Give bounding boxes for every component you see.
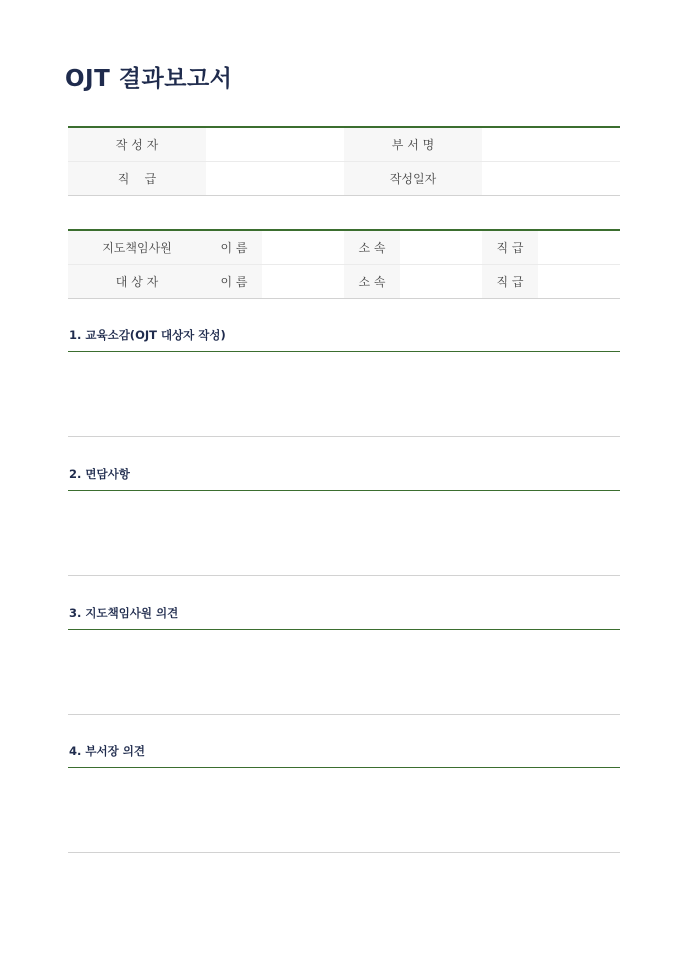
section-title-impressions: 1. 교육소감(OJT 대상자 작성)	[69, 328, 226, 342]
table-row	[68, 127, 620, 161]
manager-opinion-content-area[interactable]	[68, 768, 620, 853]
trainee-rank-label: 직 급	[482, 264, 538, 298]
department-field[interactable]	[482, 127, 620, 161]
mentor-dept-field[interactable]	[400, 230, 482, 264]
rank-label: 직 급	[68, 161, 206, 195]
interview-content-area[interactable]	[68, 491, 620, 576]
department-label: 부 서 명	[344, 127, 482, 161]
mentor-name-label: 이 름	[206, 230, 262, 264]
mentor-trainee-table	[68, 229, 620, 299]
section-title-interview: 2. 면담사항	[69, 467, 130, 481]
mentor-name-field[interactable]	[262, 230, 344, 264]
author-field[interactable]	[206, 127, 344, 161]
impressions-content-area[interactable]	[68, 352, 620, 437]
page-title: OJT 결과보고서	[65, 66, 233, 92]
section-title-mentor-opinion: 3. 지도책임사원 의견	[69, 606, 179, 620]
table-row	[68, 264, 620, 298]
trainee-dept-label: 소 속	[344, 264, 400, 298]
section-title-manager-opinion: 4. 부서장 의견	[69, 744, 145, 758]
trainee-name-field[interactable]	[262, 264, 344, 298]
trainee-role-label: 대 상 자	[68, 264, 206, 298]
author-info-table	[68, 126, 620, 196]
mentor-role-label: 지도책임사원	[68, 230, 206, 264]
trainee-dept-field[interactable]	[400, 264, 482, 298]
trainee-name-label: 이 름	[206, 264, 262, 298]
table-row	[68, 230, 620, 264]
mentor-rank-field[interactable]	[538, 230, 620, 264]
table-row	[68, 161, 620, 195]
date-field[interactable]	[482, 161, 620, 195]
mentor-opinion-content-area[interactable]	[68, 630, 620, 715]
date-label: 작성일자	[344, 161, 482, 195]
mentor-rank-label: 직 급	[482, 230, 538, 264]
trainee-rank-field[interactable]	[538, 264, 620, 298]
author-label: 작 성 자	[68, 127, 206, 161]
rank-field[interactable]	[206, 161, 344, 195]
mentor-dept-label: 소 속	[344, 230, 400, 264]
